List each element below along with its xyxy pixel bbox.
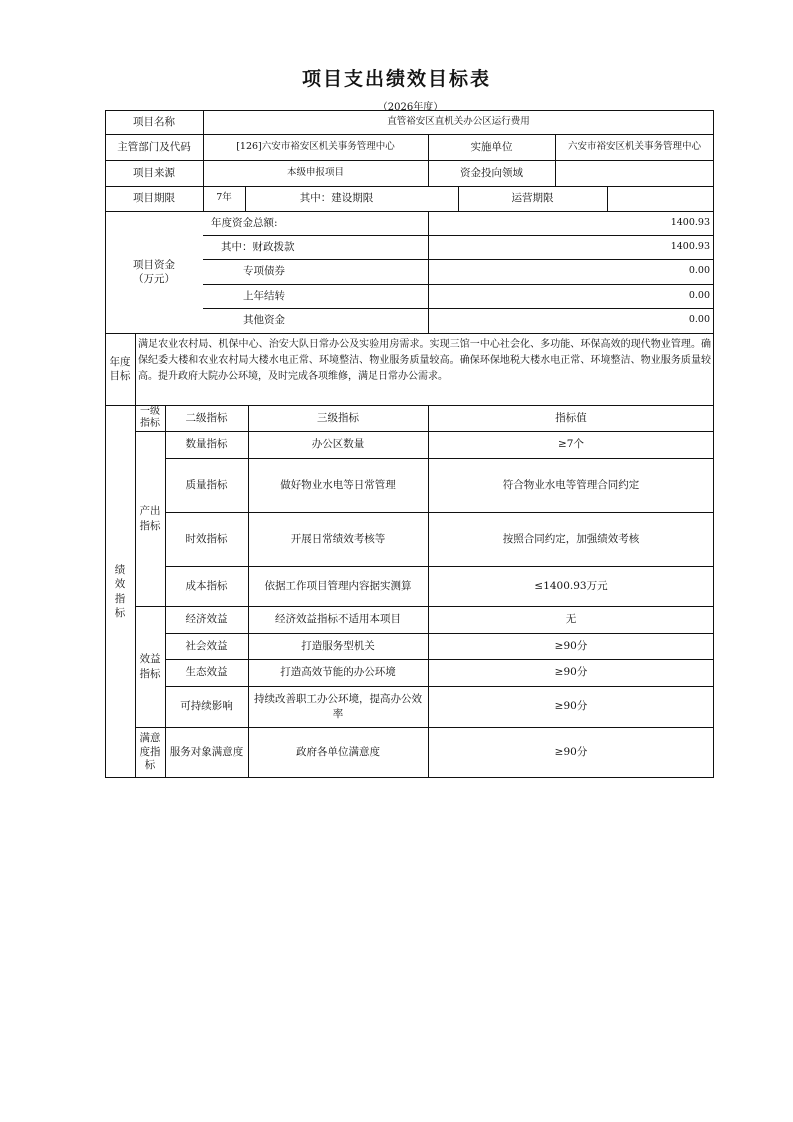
indicator-l3: 开展日常绩效考核等	[290, 532, 386, 545]
indicator-l2: 社会效益	[185, 639, 228, 652]
indicator-l2: 数量指标	[185, 438, 228, 451]
indicator-l2: 服务对象满意度	[169, 746, 244, 759]
year-label: （2026年度）	[377, 102, 444, 113]
period-value: 7年	[216, 192, 232, 204]
funds-label: 项目资金 （万元）	[133, 258, 175, 285]
fund-row-label: 其他资金	[243, 314, 285, 327]
annual-goal-label: 年度 目标	[109, 355, 131, 382]
indicator-l3: 打造服务型机关	[301, 639, 375, 652]
fund-row-label: 上年结转	[243, 289, 285, 302]
field-label: 资金投向领域	[460, 166, 523, 179]
group-benefit: 效益 指标	[139, 653, 161, 680]
indicator-l2: 经济效益	[185, 613, 228, 626]
indicator-l2: 可持续影响	[180, 700, 233, 713]
fund-row-value: 0.00	[688, 265, 710, 277]
fund-row-label: 其中：财政拨款	[221, 240, 295, 253]
project-name-value: 直管裕安区直机关办公区运行费用	[387, 115, 530, 127]
fund-row-value: 0.00	[688, 314, 710, 326]
group-output: 产出 指标	[139, 505, 161, 532]
indicator-l2: 成本指标	[185, 579, 228, 592]
source-value: 本级申报项目	[286, 166, 344, 178]
header-level1: 一级 指标	[140, 406, 160, 429]
indicator-l3: 做好物业水电等日常管理	[280, 478, 396, 491]
indicator-value: ≥7个	[558, 438, 584, 451]
source-label: 项目来源	[133, 166, 175, 179]
group-satisfaction: 满意 度指 标	[139, 732, 161, 772]
build-period-label: 其中：建设期限	[299, 192, 374, 205]
period-label: 项目期限	[133, 192, 175, 205]
indicator-l3: 办公区数量	[311, 438, 365, 451]
fund-row-label: 年度资金总额:	[211, 216, 278, 229]
indicator-l2: 生态效益	[185, 666, 228, 679]
indicator-value: ≥90分	[554, 746, 588, 759]
fund-row-label: 专项债券	[243, 265, 285, 278]
header-level2: 二级指标	[185, 411, 228, 424]
indicator-value: 符合物业水电等管理合同约定	[502, 478, 640, 491]
indicator-l3: 打造高效节能的办公环境	[280, 666, 396, 679]
annual-goal-text: 满足农业农村局、机保中心、治安大队日常办公及实验用房需求。实现三馆一中心社会化、多功能、环保高效的现代物业管理。确保纪委大楼和农业农村局大楼水电正常、环境整洁、物业服务质量较高。确保环保地税大楼水电正常、环境整洁、物业服务质量较高。提升政府大院办公环境，及时完成各项维修，满足日常办公需求。	[138, 339, 711, 382]
dept-label: 主管部门及代码	[117, 140, 191, 153]
fund-row-value: 0.00	[688, 289, 710, 301]
indicator-value: ≥90分	[554, 700, 588, 713]
indicator-value: ≥90分	[554, 666, 588, 679]
dept-value: [126]六安市裕安区机关事务管理中心	[236, 140, 395, 152]
indicator-l2: 质量指标	[185, 478, 228, 491]
op-period-label: 运营期限	[511, 192, 554, 205]
indicator-l3: 持续改善职工办公环境，提高办公效率	[254, 693, 422, 720]
indicator-l3: 经济效益指标不适用本项目	[275, 613, 401, 626]
indicator-l2: 时效指标	[185, 532, 228, 545]
indicator-value: ≥90分	[554, 639, 588, 652]
project-name-label: 项目名称	[133, 115, 175, 128]
page-title: 项目支出绩效目标表	[301, 68, 491, 90]
indicator-l3: 政府各单位满意度	[296, 746, 380, 759]
perf-indicators-label: 绩 效 指 标	[114, 564, 126, 619]
indicator-value: 无	[565, 613, 577, 626]
indicator-l3: 依据工作项目管理内容据实测算	[264, 579, 412, 592]
header-level3: 三级指标	[317, 411, 359, 424]
fund-row-value: 1400.93	[670, 240, 710, 252]
impl-unit-value: 六安市裕安区机关事务管理中心	[567, 140, 701, 152]
impl-unit-label: 实施单位	[470, 140, 513, 153]
indicator-value: 按照合同约定，加强绩效考核	[502, 532, 640, 545]
indicator-value: ≤1400.93万元	[534, 579, 608, 592]
fund-row-value: 1400.93	[670, 216, 710, 228]
header-value: 指标值	[555, 411, 587, 424]
